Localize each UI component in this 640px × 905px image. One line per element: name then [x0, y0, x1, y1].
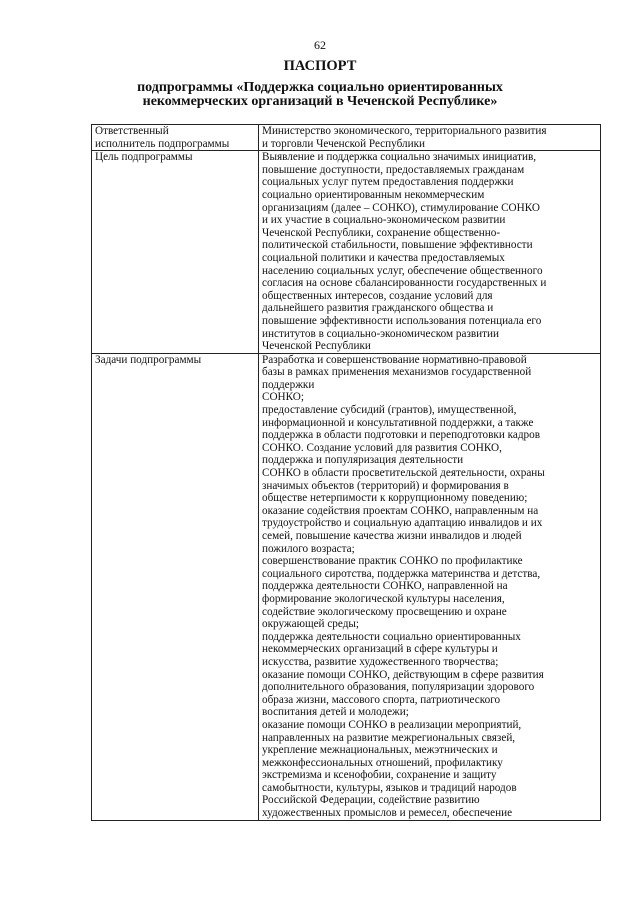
row-value-line: совершенствование практик СОНКО по профилактике: [262, 555, 523, 568]
row-label-line: Ответственный: [95, 125, 169, 137]
row-value-line: поддержки: [262, 378, 315, 391]
row-value-line: художественных промыслов и ремесел, обеспечение: [262, 807, 513, 820]
row-value-line: самобытности, культуры, языков и традиций народов: [262, 781, 517, 794]
row-label-line: исполнитель подпрограммы: [95, 137, 230, 150]
row-label-cell: [92, 151, 259, 354]
row-value-line: социального сиротства, поддержка материнства и детства,: [262, 567, 541, 580]
row-value-line: воспитания детей и молодежи;: [262, 706, 409, 719]
row-value-line: Министерство экономического, территориального развития: [262, 125, 547, 137]
passport-table: [91, 124, 601, 821]
row-value-line: направленных на развитие межрегиональных связей,: [262, 731, 516, 744]
row-value-line: повышение доступности, предоставляемых гражданам: [262, 163, 525, 176]
row-value-line: Российской Федерации, содействие развитию: [262, 794, 480, 807]
row-value-cell: [259, 125, 601, 151]
row-value-line: окружающей среды;: [262, 618, 360, 631]
row-value-line: общественных интересов, создание условий для: [262, 289, 493, 302]
row-value-line: Чеченской Республики: [262, 340, 371, 353]
row-value-line: социально ориентированным некоммерческим: [262, 188, 485, 201]
row-value-line: СОНКО в области просветительской деятельности, охраны: [262, 467, 545, 480]
row-value-line: согласия на основе сбалансированности государственных и: [262, 277, 547, 290]
row-value-line: социальной политики и качества предоставляемых: [262, 251, 505, 264]
row-value-line: СОНКО. Создание условий для развития СОНКО,: [262, 441, 502, 454]
row-value-line: оказание содействия проектам СОНКО, направленным на: [262, 504, 539, 517]
row-label-line: Цель подпрограммы: [95, 151, 193, 164]
table-row: [92, 151, 601, 354]
row-value-line: оказание помощи СОНКО, действующим в сфере развития: [262, 668, 544, 681]
row-value-line: повышение эффективности использования потенциала его: [262, 314, 542, 327]
row-value-line: социальных услуг путем предоставления поддержки: [262, 176, 514, 189]
table-row: [92, 125, 601, 151]
row-value-line: поддержка деятельности социально ориентированных: [262, 630, 521, 643]
document-subtitle: [90, 81, 550, 109]
row-value-line: предоставление субсидий (грантов), имущественной,: [262, 404, 517, 417]
row-value-cell: [259, 151, 601, 354]
row-value-line: искусства, развитие художественного творчества;: [262, 655, 499, 668]
row-value-line: СОНКО;: [262, 391, 304, 404]
row-value-line: институтов в социально-экономическом развитии: [262, 327, 500, 340]
row-value-line: межконфессиональных отношений, профилактику: [262, 756, 503, 769]
table-row: [92, 353, 601, 820]
row-value-line: обществе нетерпимости к коррупционному поведению;: [262, 492, 528, 505]
row-value-line: Чеченской Республики, сохранение общественно-: [262, 226, 501, 239]
subtitle-line: некоммерческих организаций в Чеченской Республике»: [142, 94, 498, 109]
row-value-line: семей, повышение качества жизни инвалидов и людей: [262, 530, 522, 542]
row-value-line: организациям (далее – СОНКО), стимулирование СОНКО: [262, 201, 540, 214]
row-value-line: дальнейшего развития гражданского общества и: [262, 302, 494, 315]
row-value-line: пожилого возраста;: [262, 542, 355, 555]
row-value-cell: [259, 353, 601, 820]
document-title: ПАСПОРТ: [283, 58, 357, 74]
row-value-line: трудоустройство и социальную адаптацию инвалидов и их: [262, 517, 543, 530]
row-value-line: содействие экологическому просвещению и охране: [262, 605, 507, 618]
row-value-line: и торговли Чеченской Республики: [262, 137, 425, 150]
row-value-line: оказание помощи СОНКО в реализации мероприятий,: [262, 718, 522, 731]
row-value-line: формирование экологической культуры населения,: [262, 592, 505, 605]
row-value-line: некоммерческих организаций в сфере культуры и: [262, 643, 498, 656]
row-value-line: значимых объектов (территорий) и формирования в: [262, 479, 509, 492]
row-value-line: населению социальных услуг, обеспечение общественного: [262, 264, 543, 277]
row-label-cell: [92, 125, 259, 151]
row-label-cell: [92, 353, 259, 820]
row-value-line: экстремизма и ксенофобии, сохранение и защиту: [262, 769, 497, 782]
page-number: 62: [314, 38, 326, 52]
row-value-line: поддержка деятельности СОНКО, направленной на: [262, 580, 508, 593]
row-value-line: информационной и консультативной поддержки, а также: [262, 416, 534, 429]
row-value-line: Разработка и совершенствование нормативно-правовой: [262, 353, 527, 366]
row-value-line: укрепление межнациональных, межэтнических и: [262, 744, 498, 757]
subtitle-line: подпрограммы «Поддержка социально ориентированных: [137, 80, 503, 95]
row-value-line: Выявление и поддержка социально значимых инициатив,: [262, 151, 537, 164]
row-value-line: базы в рамках применения механизмов государственной: [262, 366, 532, 379]
row-label-line: Задачи подпрограммы: [95, 353, 202, 366]
row-value-line: образа жизни, массового спорта, патриотического: [262, 693, 501, 706]
row-value-line: дополнительного образования, популяризации здорового: [262, 681, 535, 694]
row-value-line: и их участие в социально-экономическом развитии: [262, 214, 506, 227]
row-value-line: политической стабильности, повышение эффективности: [262, 239, 533, 252]
row-value-line: поддержка в области подготовки и переподготовки кадров: [262, 429, 541, 442]
row-value-line: поддержка и популяризация деятельности: [262, 454, 464, 467]
